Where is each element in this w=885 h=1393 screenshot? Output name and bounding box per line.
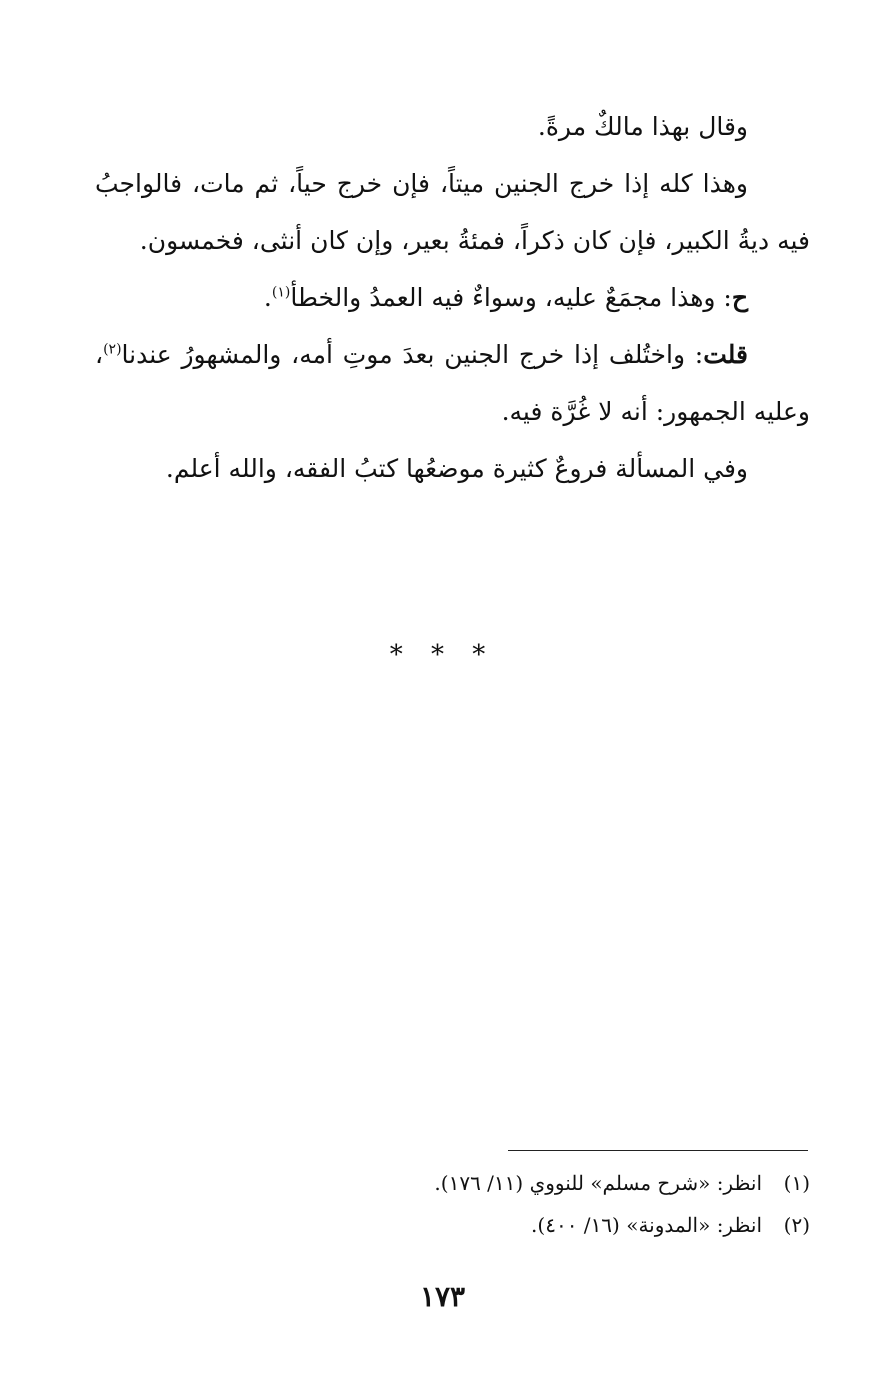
- paragraph-2-text: وهذا كله إذا خرج الجنين ميتاً، فإن خرج حياً، ثم مات، فالواجبُ فيه ديةُ الكبير، فإن كان ذكراً، فمئةُ بعير، وإن كان أنثى، فخمسون.: [95, 169, 810, 255]
- paragraph-4-text: : واختُلف إذا خرج الجنين بعدَ موتِ أمه، والمشهورُ عندنا: [121, 340, 704, 369]
- paragraph-1: [95, 98, 810, 155]
- footnote-ref-2: (٢): [103, 341, 122, 358]
- paragraph-1-text: وقال بهذا مالكٌ مرةً.: [537, 112, 748, 141]
- paragraph-3-lead: ح: [731, 283, 748, 312]
- section-separator: * * *: [389, 640, 496, 670]
- paragraph-5: [95, 440, 810, 497]
- main-text: [95, 98, 810, 497]
- paragraph-4-tail: ، وعليه الجمهور: أنه لا غُرَّة فيه.: [95, 340, 810, 426]
- footnote-2-text: انظر: «المدونة» (١٦/ ٤٠٠).: [531, 1213, 762, 1237]
- paragraph-3-tail: .: [263, 283, 272, 312]
- paragraph-4-lead: قلت: [703, 340, 748, 369]
- paragraph-2: [95, 155, 810, 269]
- paragraph-4: [95, 326, 810, 440]
- footnotes: [200, 1162, 810, 1246]
- footnote-divider: [508, 1150, 808, 1151]
- paragraph-5-text: وفي المسألة فروعٌ كثيرة موضعُها كتبُ الفقه، والله أعلم.: [165, 454, 748, 483]
- paragraph-3: [95, 269, 810, 326]
- footnote-ref-1: (١): [271, 284, 291, 301]
- page-number: ١٧٣: [419, 1280, 466, 1313]
- paragraph-3-text: : وهذا مجمَعٌ عليه، وسواءٌ فيه العمدُ والخطأ: [290, 283, 732, 312]
- footnote-1: [200, 1162, 810, 1204]
- footnote-1-text: انظر: «شرح مسلم» للنووي (١١/ ١٧٦).: [434, 1171, 762, 1195]
- footnote-1-number: (١): [783, 1171, 810, 1195]
- footnote-2: [200, 1204, 810, 1246]
- footnote-2-number: (٢): [783, 1213, 810, 1237]
